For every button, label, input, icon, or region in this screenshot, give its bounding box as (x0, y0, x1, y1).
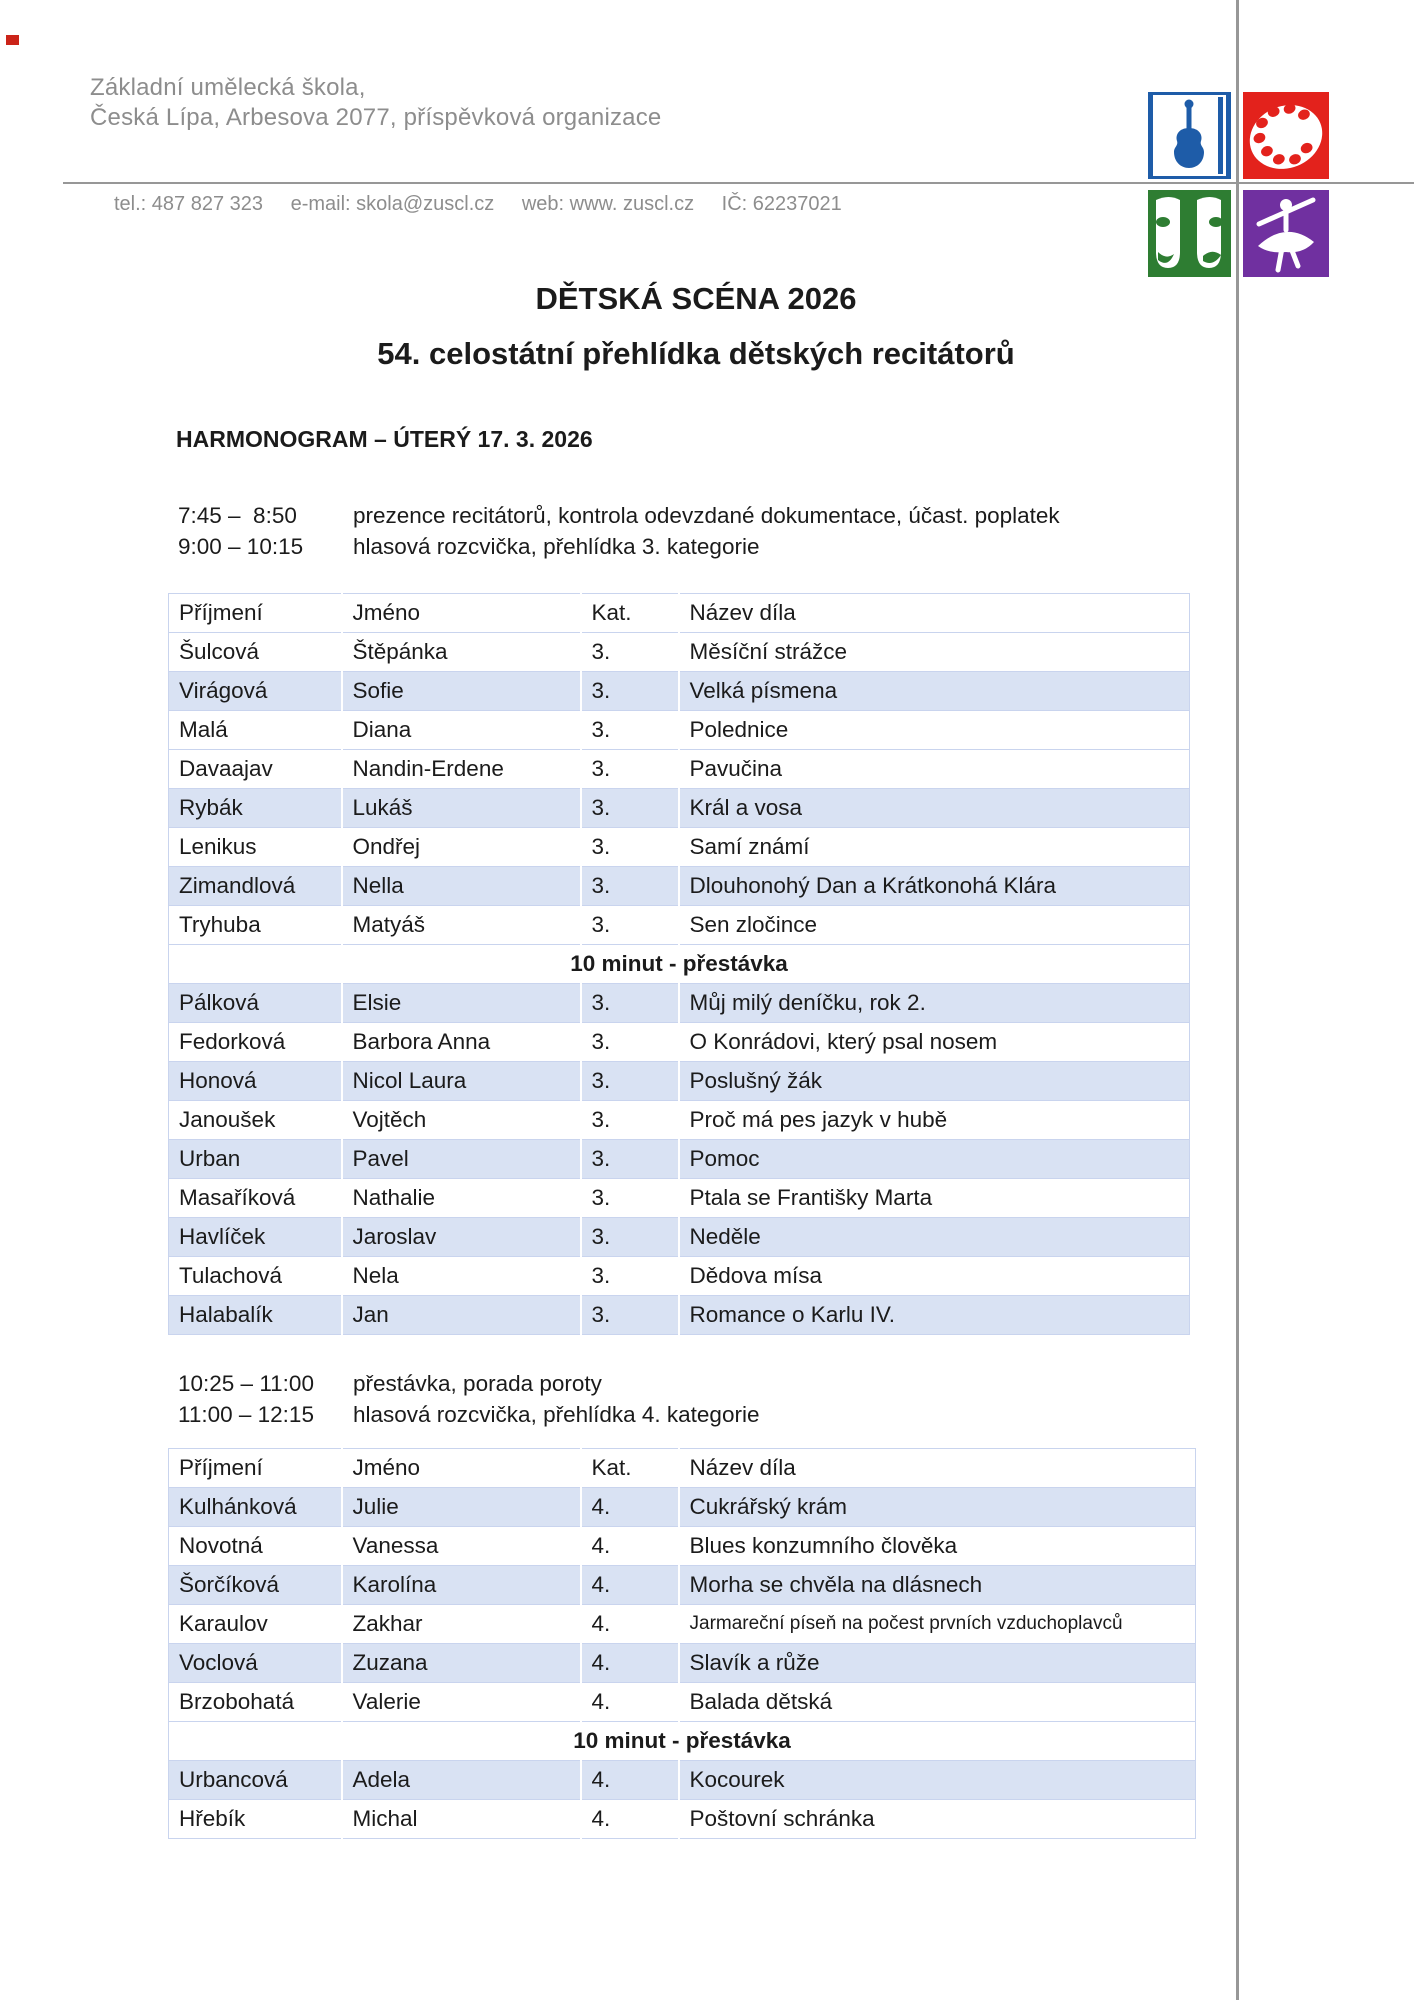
cell-surname: Karaulov (169, 1605, 342, 1644)
column-header: Název díla (679, 1449, 1196, 1488)
contact-line (114, 193, 864, 216)
schedule-activity: prezence recitátorů, kontrola odevzdané dokumentace, účast. poplatek (353, 503, 1060, 528)
school-name-line2: Česká Lípa, Arbesova 2077, příspěvková organizace (90, 104, 662, 131)
cell-surname: Tulachová (169, 1257, 342, 1296)
table-row (169, 672, 1190, 711)
column-header: Kat. (581, 594, 679, 633)
cell-work-title: Poslušný žák (679, 1062, 1190, 1101)
cell-category: 3. (581, 672, 679, 711)
cell-first-name: Vanessa (342, 1527, 581, 1566)
cell-category: 3. (581, 1257, 679, 1296)
cell-work-title: O Konrádovi, který psal nosem (679, 1023, 1190, 1062)
table-row (169, 1179, 1190, 1218)
cell-surname: Šulcová (169, 633, 342, 672)
cell-work-title: Blues konzumního člověka (679, 1527, 1196, 1566)
cell-work-title: Velká písmena (679, 672, 1190, 711)
cell-category: 4. (581, 1527, 679, 1566)
cell-surname: Voclová (169, 1644, 342, 1683)
cell-first-name: Ondřej (342, 828, 581, 867)
column-header: Název díla (679, 594, 1190, 633)
table-row (169, 867, 1190, 906)
cell-category: 4. (581, 1488, 679, 1527)
cell-first-name: Julie (342, 1488, 581, 1527)
column-header: Jméno (342, 594, 581, 633)
theatre-masks-icon (1148, 190, 1231, 277)
vertical-rule (1236, 0, 1239, 2000)
schedule-activity: hlasová rozcvička, přehlídka 3. kategorie (353, 533, 760, 559)
cell-first-name: Štěpánka (342, 633, 581, 672)
cell-work-title: Proč má pes jazyk v hubě (679, 1101, 1190, 1140)
cell-surname: Rybák (169, 789, 342, 828)
cell-first-name: Elsie (342, 984, 581, 1023)
cell-first-name: Zuzana (342, 1644, 581, 1683)
cell-category: 3. (581, 750, 679, 789)
cell-work-title: Balada dětská (679, 1683, 1196, 1722)
cell-first-name: Nandin-Erdene (342, 750, 581, 789)
cell-first-name: Michal (342, 1800, 581, 1839)
category4-table (168, 1448, 1196, 1839)
cell-category: 3. (581, 1296, 679, 1335)
schedule-line (178, 1369, 759, 1400)
cell-first-name: Pavel (342, 1140, 581, 1179)
table-row (169, 984, 1190, 1023)
ballet-dancer-icon (1243, 190, 1329, 277)
cell-surname: Novotná (169, 1527, 342, 1566)
harmonogram-heading: HARMONOGRAM – ÚTERÝ 17. 3. 2026 (176, 426, 593, 452)
cell-work-title: Dědova mísa (679, 1257, 1190, 1296)
cell-work-title: Pomoc (679, 1140, 1190, 1179)
violin-music-icon (1148, 92, 1231, 179)
cell-first-name: Karolína (342, 1566, 581, 1605)
cell-surname: Brzobohatá (169, 1683, 342, 1722)
cell-surname: Šorčíková (169, 1566, 342, 1605)
cell-work-title: Pavučina (679, 750, 1190, 789)
cell-surname: Lenikus (169, 828, 342, 867)
cell-first-name: Sofie (342, 672, 581, 711)
cell-category: 4. (581, 1761, 679, 1800)
cell-work-title: Cukrářský krám (679, 1488, 1196, 1527)
cell-work-title: Samí známí (679, 828, 1190, 867)
cell-work-title: Neděle (679, 1218, 1190, 1257)
cell-category: 3. (581, 711, 679, 750)
schedule-line (178, 1400, 759, 1431)
break-row (169, 945, 1190, 984)
cell-first-name: Jaroslav (342, 1218, 581, 1257)
column-header: Kat. (581, 1449, 679, 1488)
cell-first-name: Nicol Laura (342, 1062, 581, 1101)
schedule-block-morning (178, 501, 1060, 562)
cell-category: 3. (581, 867, 679, 906)
table-row (169, 1296, 1190, 1335)
cell-surname: Janoušek (169, 1101, 342, 1140)
cell-category: 4. (581, 1605, 679, 1644)
schedule-time: 10:25 – 11:00 (178, 1371, 314, 1396)
cell-category: 4. (581, 1644, 679, 1683)
cell-surname: Honová (169, 1062, 342, 1101)
cell-surname: Halabalík (169, 1296, 342, 1335)
cell-surname: Havlíček (169, 1218, 342, 1257)
table-row (169, 1761, 1196, 1800)
table-row (169, 1683, 1196, 1722)
cell-work-title: Jarmareční píseň na počest prvních vzduchoplavců (679, 1605, 1196, 1644)
table-row (169, 711, 1190, 750)
cell-category: 3. (581, 1023, 679, 1062)
table-row (169, 828, 1190, 867)
table-row (169, 750, 1190, 789)
cell-surname: Urbancová (169, 1761, 342, 1800)
table-row (169, 1644, 1196, 1683)
cell-surname: Virágová (169, 672, 342, 711)
event-title: DĚTSKÁ SCÉNA 2026 (535, 281, 857, 316)
school-name-line1: Základní umělecká škola, (90, 74, 366, 101)
table-row (169, 1566, 1196, 1605)
contact-ic: IČ: 62237021 (721, 193, 842, 215)
cell-work-title: Král a vosa (679, 789, 1190, 828)
cell-category: 3. (581, 906, 679, 945)
cell-work-title: Měsíční strážce (679, 633, 1190, 672)
cell-first-name: Matyáš (342, 906, 581, 945)
cell-category: 3. (581, 633, 679, 672)
cell-first-name: Zakhar (342, 1605, 581, 1644)
cell-surname: Malá (169, 711, 342, 750)
cell-category: 3. (581, 828, 679, 867)
cell-category: 3. (581, 1101, 679, 1140)
painter-palette-icon (1243, 92, 1329, 179)
contact-web: web: www. zuscl.cz (521, 193, 695, 215)
cell-category: 3. (581, 1218, 679, 1257)
cell-category: 3. (581, 1140, 679, 1179)
cell-first-name: Barbora Anna (342, 1023, 581, 1062)
school-name (90, 73, 661, 133)
cell-surname: Fedorková (169, 1023, 342, 1062)
cell-first-name: Jan (342, 1296, 581, 1335)
table-row (169, 906, 1190, 945)
schedule-time: 9:00 – 10:15 (178, 533, 304, 559)
cell-category: 3. (581, 789, 679, 828)
cell-category: 4. (581, 1683, 679, 1722)
cell-first-name: Vojtěch (342, 1101, 581, 1140)
cell-first-name: Lukáš (342, 789, 581, 828)
cell-first-name: Valerie (342, 1683, 581, 1722)
table-row (169, 1800, 1196, 1839)
contact-email: e-mail: skola@zuscl.cz (290, 193, 495, 215)
table-header-row (169, 594, 1190, 633)
schedule-activity: hlasová rozcvička, přehlídka 4. kategorie (353, 1401, 760, 1427)
cell-category: 4. (581, 1800, 679, 1839)
break-row (169, 1722, 1196, 1761)
cell-work-title: Romance o Karlu IV. (679, 1296, 1190, 1335)
cell-surname: Pálková (169, 984, 342, 1023)
schedule-line (178, 501, 1060, 532)
table-row (169, 1488, 1196, 1527)
school-logo (1148, 92, 1329, 277)
cell-category: 3. (581, 1179, 679, 1218)
cell-surname: Zimandlová (169, 867, 342, 906)
cell-first-name: Nela (342, 1257, 581, 1296)
schedule-time: 7:45 – 8:50 (178, 503, 297, 528)
schedule-time: 11:00 – 12:15 (178, 1401, 314, 1427)
cell-surname: Tryhuba (169, 906, 342, 945)
red-scan-mark (6, 35, 19, 45)
table-row (169, 1257, 1190, 1296)
cell-work-title: Slavík a růže (679, 1644, 1196, 1683)
cell-surname: Davaajav (169, 750, 342, 789)
column-header: Příjmení (169, 1449, 342, 1488)
schedule-block-midday (178, 1369, 759, 1430)
table-row (169, 789, 1190, 828)
event-subtitle: 54. celostátní přehlídka dětských recitátorů (377, 336, 1015, 371)
cell-category: 4. (581, 1566, 679, 1605)
cell-work-title: Poštovní schránka (679, 1800, 1196, 1839)
schedule-activity: přestávka, porada poroty (353, 1371, 602, 1396)
table-row (169, 1527, 1196, 1566)
cell-work-title: Morha se chvěla na dlásnech (679, 1566, 1196, 1605)
cell-surname: Urban (169, 1140, 342, 1179)
category3-table (168, 593, 1190, 1335)
table-row (169, 1101, 1190, 1140)
cell-work-title: Můj milý deníčku, rok 2. (679, 984, 1190, 1023)
break-label: 10 minut - přestávka (169, 945, 1190, 984)
break-label: 10 minut - přestávka (169, 1722, 1196, 1761)
cell-first-name: Adela (342, 1761, 581, 1800)
cell-work-title: Sen zločince (679, 906, 1190, 945)
cell-first-name: Diana (342, 711, 581, 750)
table-header-row (169, 1449, 1196, 1488)
table-row (169, 1023, 1190, 1062)
cell-category: 3. (581, 984, 679, 1023)
cell-work-title: Kocourek (679, 1761, 1196, 1800)
column-header: Jméno (342, 1449, 581, 1488)
table-row (169, 1605, 1196, 1644)
cell-work-title: Dlouhonohý Dan a Krátkonohá Klára (679, 867, 1190, 906)
cell-category: 3. (581, 1062, 679, 1101)
cell-surname: Kulhánková (169, 1488, 342, 1527)
table-row (169, 1062, 1190, 1101)
table-row (169, 633, 1190, 672)
cell-surname: Hřebík (169, 1800, 342, 1839)
table-row (169, 1218, 1190, 1257)
contact-phone: tel.: 487 827 323 (114, 193, 264, 215)
column-header: Příjmení (169, 594, 342, 633)
cell-work-title: Polednice (679, 711, 1190, 750)
cell-work-title: Ptala se Františky Marta (679, 1179, 1190, 1218)
schedule-line (178, 532, 1060, 563)
table-row (169, 1140, 1190, 1179)
cell-first-name: Nathalie (342, 1179, 581, 1218)
cell-surname: Masaříková (169, 1179, 342, 1218)
cell-first-name: Nella (342, 867, 581, 906)
